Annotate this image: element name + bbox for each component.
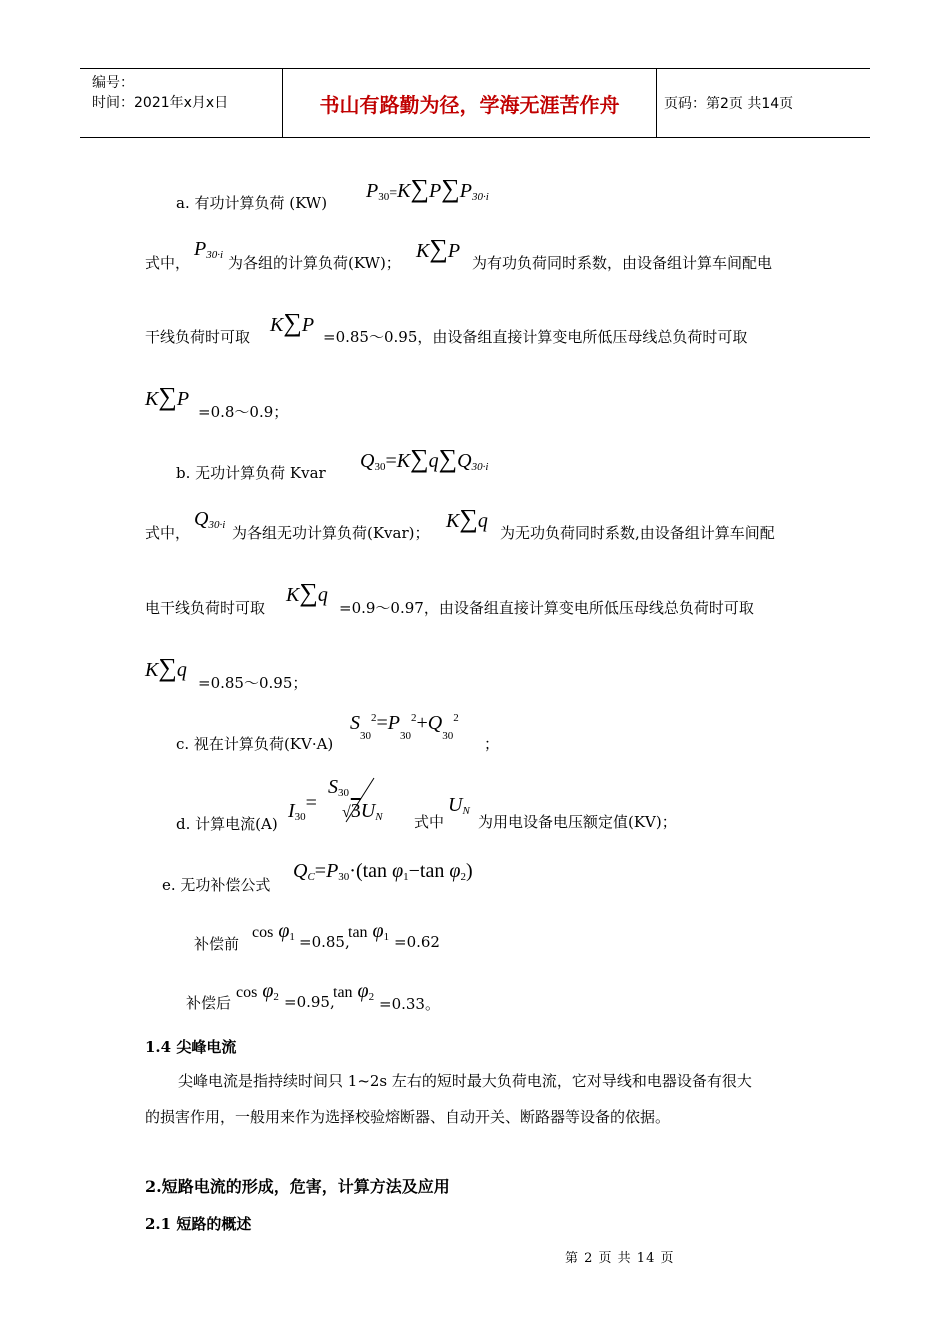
formula-a-text-5: =0.85～0.95，由设备组直接计算变电所低压母线总负荷时可取 xyxy=(323,328,748,346)
formula-a-symbol-p30i: $P_{30\cdot i}$ xyxy=(194,238,224,261)
formula-d-text-2: 为用电设备电压额定值(KV)； xyxy=(478,813,677,831)
section-2-1-heading: 2.1 短路的概述 xyxy=(145,1215,252,1233)
formula-d-denominator: $√3U_N$ xyxy=(342,800,383,823)
formula-a-symbol-ksp: K∑P xyxy=(145,382,190,411)
formula-b-label: b. 无功计算负荷 Kvar xyxy=(176,464,326,482)
before-compensation-label: 补偿前 xyxy=(194,935,240,953)
formula-c-label: c. 视在计算负荷(KV·A) xyxy=(176,735,334,753)
before-tan-phi: $\tan \varphi_1$ xyxy=(348,920,390,943)
formula-d-text-1: 式中 xyxy=(414,813,445,831)
header-number: 编号： xyxy=(92,75,134,91)
formula-b-text-6: =0.85～0.95； xyxy=(198,674,308,692)
after-cos-phi: $\cos \varphi_2$ xyxy=(236,980,279,1003)
formula-a-text-1: 式中， xyxy=(145,254,191,272)
formula-c-end: ； xyxy=(484,735,500,753)
formula-b-symbol-ksq: K∑q xyxy=(145,653,187,682)
section-2-heading: 2.短路电流的形成，危害，计算方法及应用 xyxy=(145,1177,450,1196)
header-motto: 书山有路勤为径，学海无涯苦作舟 xyxy=(319,92,620,117)
formula-c-equation: $S_{30}^2=P_{30}^2+Q_{30}^2$ xyxy=(350,712,459,742)
formula-b-text-5: =0.9～0.97，由设备组直接计算变电所低压母线总负荷时可取 xyxy=(339,599,754,617)
formula-b-symbol-ksq: K∑q xyxy=(446,504,488,533)
section-1-4-heading: 1.4 尖峰电流 xyxy=(145,1038,237,1056)
formula-d-equation: $I_{30}=$ xyxy=(288,792,317,823)
page-header xyxy=(80,68,870,138)
formula-d-numerator: $S_{30}$ xyxy=(328,776,349,799)
formula-a-equation: $P_{30}=K\sum P\sum P_{30\cdot i}$ xyxy=(366,174,489,203)
after-tan-value: =0.33。 xyxy=(379,995,440,1013)
section-1-4-paragraph-line-1: 尖峰电流是指持续时间只 1~2s 左右的短时最大负荷电流，它对导线和电器设备有很大 xyxy=(178,1072,752,1090)
before-tan-value: =0.62 xyxy=(394,933,440,951)
after-compensation-label: 补偿后 xyxy=(186,994,232,1012)
formula-d-label: d. 计算电流(A) xyxy=(176,815,278,833)
section-1-4-paragraph-line-2: 的损害作用，一般用来作为选择校验熔断器、自动开关、断路器等设备的依据。 xyxy=(145,1108,671,1126)
before-cos-value: =0.85, xyxy=(299,933,350,951)
after-tan-phi: $\tan \varphi_2$ xyxy=(333,980,375,1003)
before-cos-phi: $\cos \varphi_1$ xyxy=(252,920,295,943)
formula-d-symbol-un: $U_N$ xyxy=(448,794,470,817)
formula-a-text-3: 为有功负荷同时系数，由设备组计算车间配电 xyxy=(472,254,773,272)
formula-b-text-4: 电干线负荷时可取 xyxy=(145,599,266,617)
formula-b-text-3: 为无功负荷同时系数,由设备组计算车间配 xyxy=(500,524,775,542)
formula-b-equation: $Q_{30}=K\sum q\sum Q_{30\cdot i}$ xyxy=(360,444,489,473)
formula-a-text-6: =0.8～0.9； xyxy=(198,403,289,421)
formula-b-symbol-q30i: $Q_{30\cdot i}$ xyxy=(194,508,226,531)
page-footer: 第 2 页 共 14 页 xyxy=(565,1251,675,1266)
formula-e-label: e. 无功补偿公式 xyxy=(162,876,271,894)
formula-e-equation: $Q_C=P_{30}\cdot(\tan$ $\varphi_1-\tan$ $\varphi_2$) xyxy=(293,860,473,883)
formula-a-label: a. 有功计算负荷 (KW) xyxy=(176,194,328,212)
formula-b-symbol-ksq: K∑q xyxy=(286,578,328,607)
after-cos-value: =0.95, xyxy=(284,993,335,1011)
formula-a-symbol-ksp: K∑P xyxy=(416,234,461,263)
header-divider xyxy=(656,69,657,137)
header-page-number: 页码：第2页 共14页 xyxy=(664,96,794,112)
formula-a-symbol-ksp: K∑P xyxy=(270,308,315,337)
header-meta xyxy=(92,73,228,113)
formula-b-text-1: 式中， xyxy=(145,524,191,542)
header-time: 时间：2021年x月x日 xyxy=(92,95,229,111)
formula-b-text-2: 为各组无功计算负荷(Kvar)； xyxy=(232,524,430,542)
formula-a-text-4: 干线负荷时可取 xyxy=(145,328,251,346)
formula-a-text-2: 为各组的计算负荷(KW)； xyxy=(228,254,401,272)
